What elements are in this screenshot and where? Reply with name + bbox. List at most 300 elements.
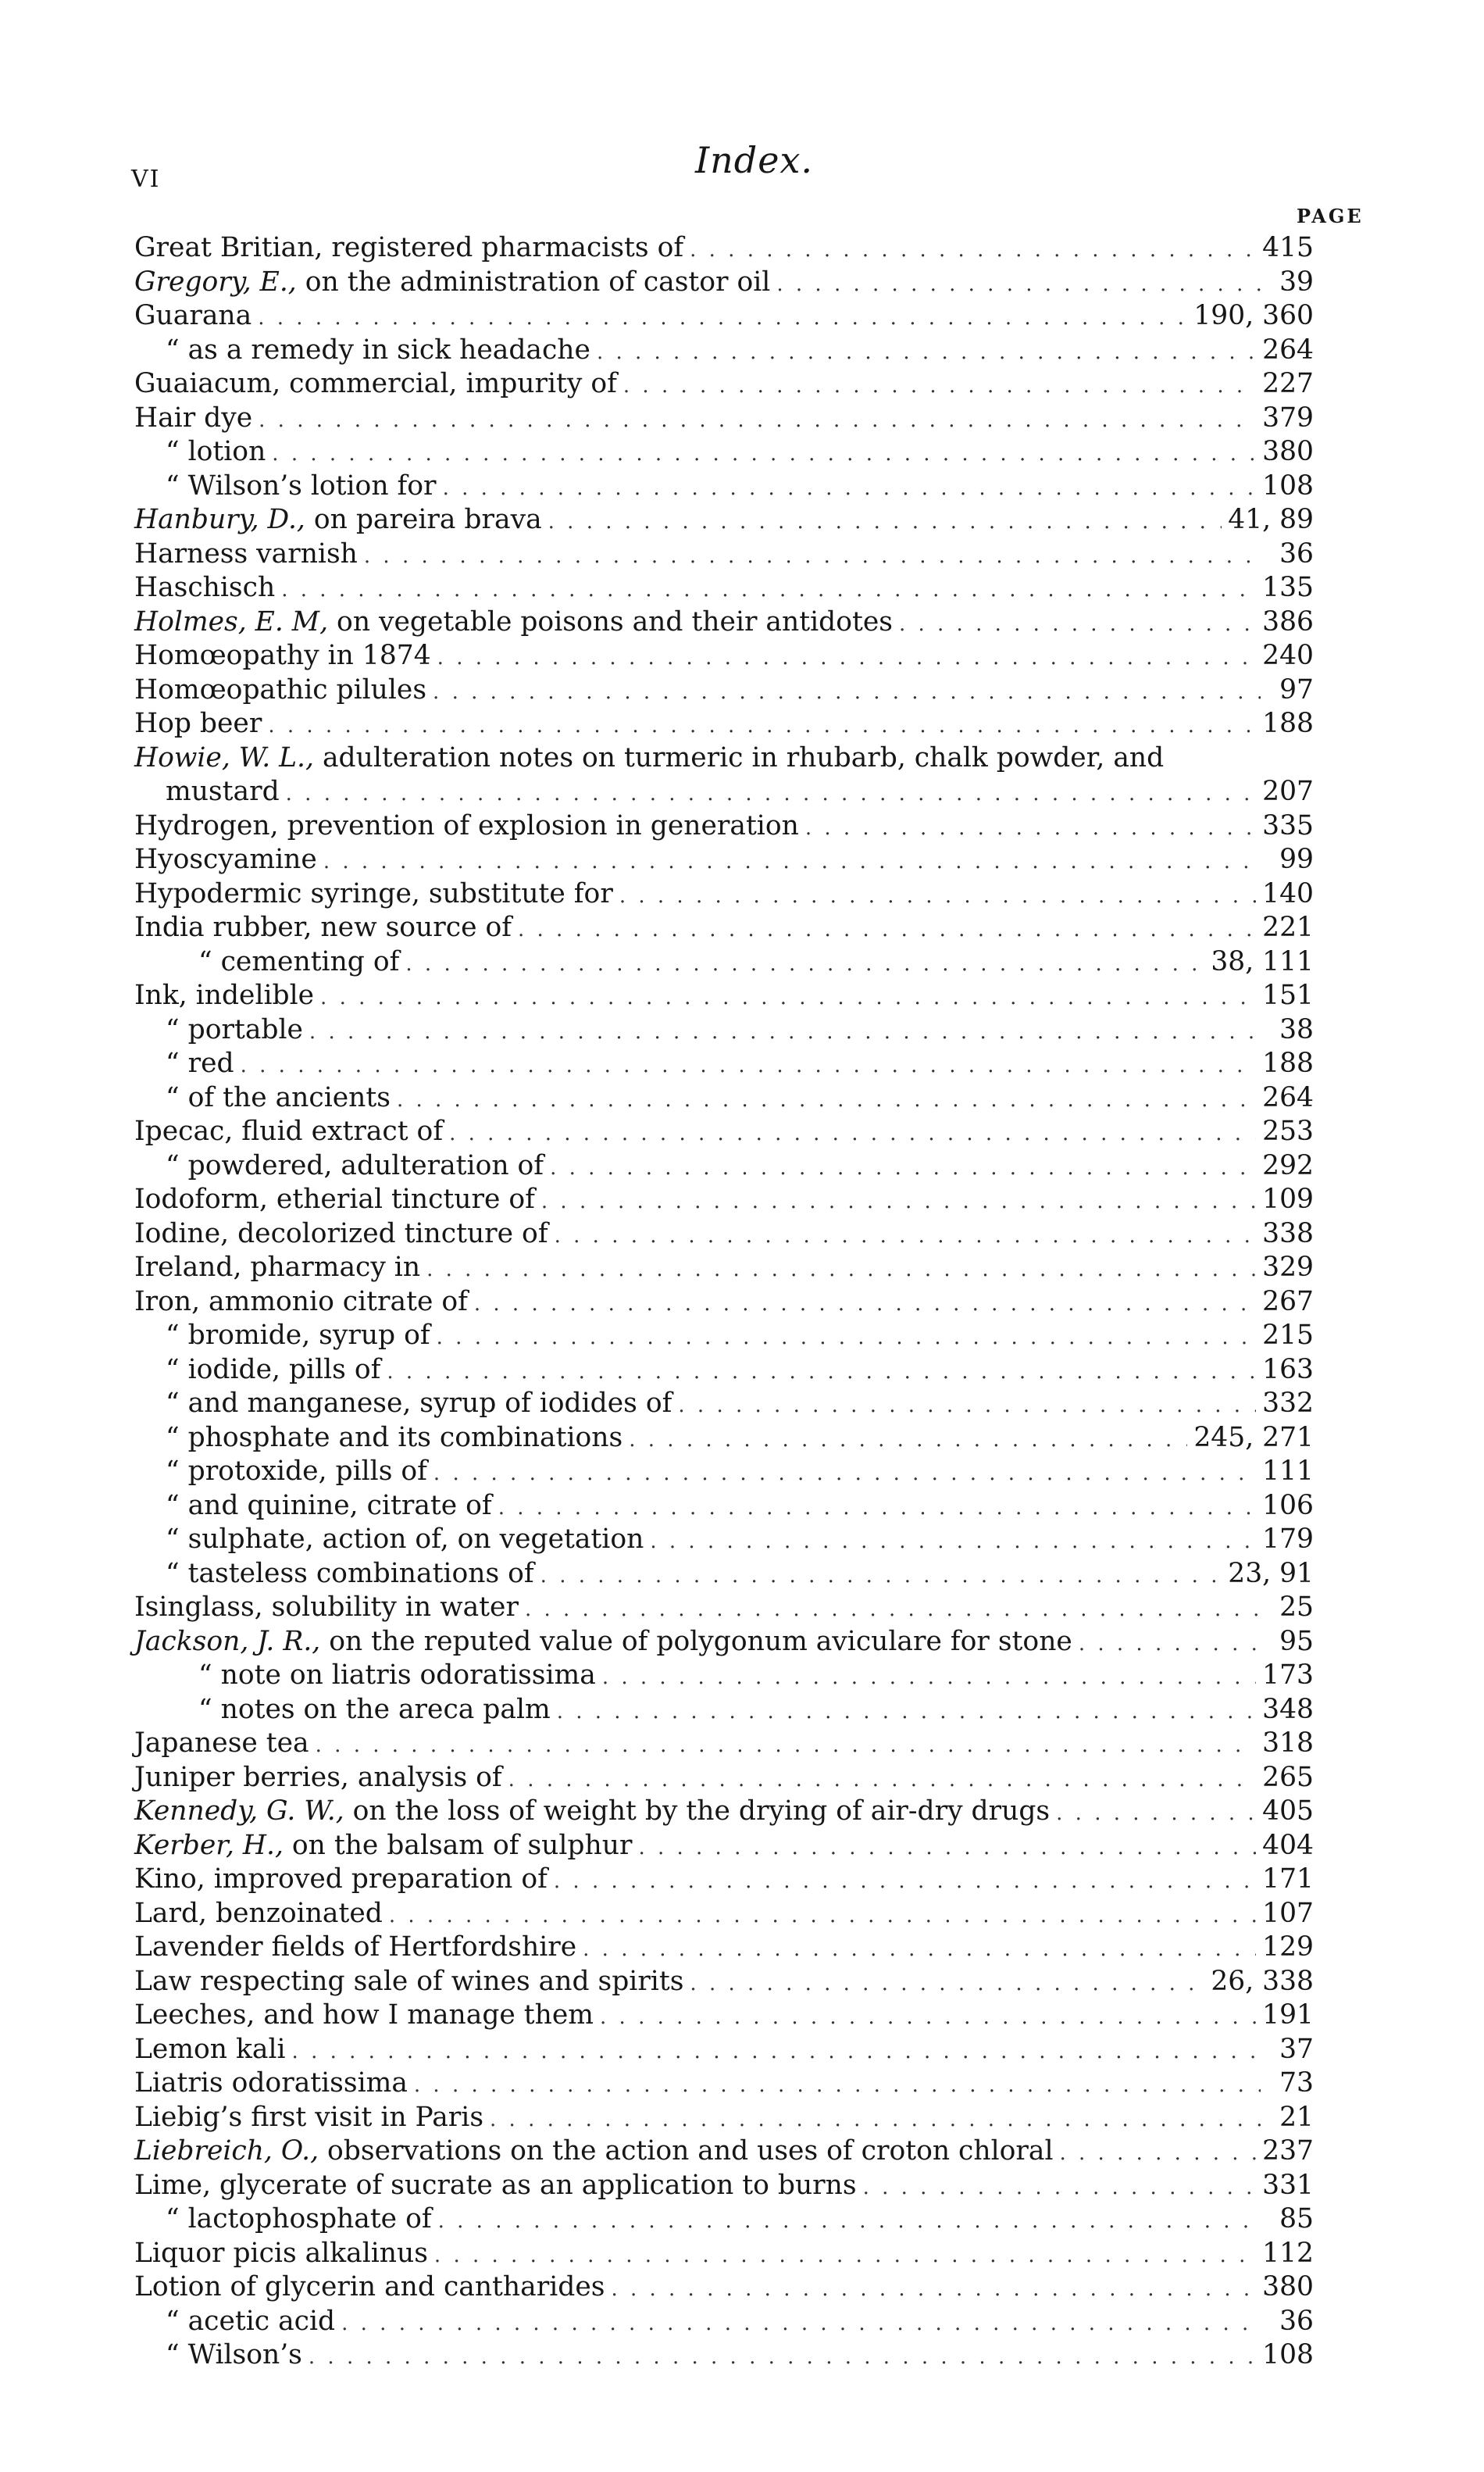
- dot-leader: [316, 1729, 1257, 1763]
- index-entry: [134, 2237, 1314, 2271]
- entry-label: [134, 1251, 420, 1285]
- entry-text: “ Wilson’s: [166, 2339, 302, 2370]
- entry-text: Liquor picis alkalinus: [134, 2237, 428, 2269]
- entry-label: [134, 571, 275, 605]
- index-entry: [134, 1557, 1314, 1591]
- entry-label: [134, 809, 799, 844]
- entry-pages: 227: [1262, 368, 1314, 399]
- entry-pages: 207: [1262, 776, 1314, 807]
- entry-pages: 179: [1262, 1524, 1314, 1555]
- entry-text: Guarana: [134, 300, 252, 331]
- entry-text: Leeches, and how I manage them: [134, 1999, 594, 2031]
- index-entry: [134, 1081, 1314, 1116]
- entry-text: observations on the action and uses of croton chloral: [319, 2135, 1054, 2167]
- entry-label: [134, 2101, 483, 2135]
- entry-pages: 331: [1262, 2169, 1314, 2201]
- entry-text: Great Britian, registered pharmacists of: [134, 232, 684, 263]
- dot-leader: [525, 1593, 1261, 1627]
- entry-label: [134, 605, 893, 640]
- entry-pages: 108: [1262, 2339, 1314, 2370]
- entry-author: Holmes, E. M,: [134, 605, 329, 638]
- entry-text: mustard: [166, 776, 280, 807]
- index-entry: [134, 435, 1314, 470]
- index-entry: [134, 1455, 1314, 1489]
- entry-label: [166, 1081, 391, 1116]
- index-entry: [134, 2067, 1314, 2101]
- dot-leader: [600, 2001, 1256, 2035]
- entry-label: [134, 1999, 594, 2033]
- entry-pages: 415: [1262, 232, 1314, 263]
- entry-label: [134, 741, 1164, 776]
- index-entry: [134, 1999, 1314, 2033]
- index-entry: [134, 2033, 1314, 2067]
- entry-pages: 36: [1279, 2305, 1314, 2337]
- index-entry: [134, 707, 1314, 741]
- dot-leader: [776, 268, 1261, 302]
- entry-pages: 151: [1262, 980, 1314, 1011]
- dot-leader: [550, 1152, 1256, 1186]
- index-entry: [134, 1183, 1314, 1217]
- entry-label: [134, 775, 280, 809]
- entry-label: [166, 1047, 234, 1081]
- index-entry: [134, 1013, 1314, 1048]
- dot-leader: [341, 2307, 1261, 2342]
- entry-text: “ lactophosphate of: [166, 2203, 432, 2234]
- dot-leader: [438, 2205, 1261, 2239]
- index-entry: [134, 1897, 1314, 1931]
- entry-pages: 73: [1279, 2067, 1314, 2099]
- entry-text: Iodine, decolorized tincture of: [134, 1217, 548, 1249]
- entry-pages: 379: [1262, 402, 1314, 434]
- dot-leader: [602, 1661, 1256, 1695]
- index-entry: [134, 1115, 1314, 1149]
- dot-leader: [426, 1253, 1256, 1288]
- index-entry: [134, 1795, 1314, 1829]
- dot-leader: [690, 234, 1256, 268]
- index-entry: [134, 1523, 1314, 1557]
- index-entry: [134, 2305, 1314, 2339]
- dot-leader: [555, 1220, 1257, 1254]
- dot-leader: [597, 336, 1256, 370]
- entry-label: [134, 266, 770, 300]
- entry-text: Lavender fields of Hertfordshire: [134, 1931, 577, 1963]
- dot-leader: [309, 1016, 1261, 1050]
- entry-label: [166, 1523, 644, 1557]
- entry-pages: 253: [1262, 1116, 1314, 1147]
- entry-text: “ note on liatris odoratissima: [198, 1659, 596, 1691]
- entry-pages: 26, 338: [1211, 1965, 1314, 1997]
- entry-pages: 36: [1279, 538, 1314, 570]
- entry-label: [134, 1965, 683, 1999]
- index-entry: [134, 1693, 1314, 1727]
- index-entry: [134, 2202, 1314, 2237]
- entry-pages: 140: [1262, 877, 1314, 909]
- entry-text: on the administration of castor oil: [296, 266, 771, 298]
- entry-text: “ as a remedy in sick headache: [166, 334, 590, 366]
- dot-leader: [433, 676, 1261, 710]
- entry-pages: 237: [1262, 2135, 1314, 2167]
- dot-leader: [286, 777, 1256, 812]
- entry-pages: 188: [1262, 1048, 1314, 1079]
- entry-label: [134, 1761, 502, 1795]
- entry-author: Jackson, J. R.,: [134, 1625, 321, 1657]
- index-entry: [134, 1489, 1314, 1524]
- entry-pages: 318: [1262, 1727, 1314, 1759]
- index-entry: [134, 1353, 1314, 1388]
- index-entry: [134, 775, 1314, 809]
- entry-text: “ iodide, pills of: [166, 1353, 381, 1385]
- entry-text: “ tasteless combinations of: [166, 1557, 534, 1589]
- entry-pages: 38, 111: [1211, 945, 1314, 977]
- entry-text: “ phosphate and its combinations: [166, 1421, 623, 1453]
- index-entry: [134, 231, 1314, 266]
- dot-leader: [364, 540, 1261, 574]
- entry-label: [134, 299, 251, 334]
- entry-label: [198, 945, 399, 980]
- entry-text: “ red: [166, 1048, 234, 1079]
- index-entry: [134, 1421, 1314, 1456]
- dot-leader: [540, 1559, 1222, 1594]
- entry-text: Kino, improved preparation of: [134, 1863, 548, 1895]
- index-entry: [134, 1659, 1314, 1693]
- dot-leader: [508, 1763, 1256, 1798]
- entry-text: Law respecting sale of wines and spirits: [134, 1965, 684, 1997]
- index-entry: [134, 2169, 1314, 2203]
- entry-pages: 21: [1279, 2101, 1314, 2133]
- entry-text: Harness varnish: [134, 538, 358, 570]
- entry-text: Homœopathic pilules: [134, 673, 427, 706]
- entry-label: [134, 2134, 1054, 2169]
- entry-pages: 173: [1262, 1659, 1314, 1691]
- entry-pages: 188: [1262, 708, 1314, 739]
- entry-label: [198, 1659, 596, 1693]
- index-entry: [134, 809, 1314, 844]
- dot-leader: [611, 2273, 1256, 2307]
- entry-text: “ and manganese, syrup of iodides of: [166, 1388, 672, 1419]
- entry-label: [166, 1489, 492, 1524]
- index-entry: [134, 2270, 1314, 2305]
- entry-text: “ acetic acid: [166, 2305, 336, 2337]
- dot-leader: [690, 1967, 1204, 2002]
- entry-text: on vegetable poisons and their antidotes: [328, 605, 893, 638]
- dot-leader: [320, 981, 1256, 1016]
- index-entries: [134, 231, 1314, 2373]
- index-entry: [134, 979, 1314, 1013]
- entry-pages: 267: [1262, 1285, 1314, 1317]
- entry-pages: 264: [1262, 1081, 1314, 1113]
- entry-label: [134, 1217, 548, 1252]
- entry-text: Ireland, pharmacy in: [134, 1252, 421, 1283]
- dot-leader: [434, 2239, 1256, 2274]
- entry-label: [134, 639, 431, 673]
- entry-text: Iodoform, etherial tincture of: [134, 1184, 535, 1215]
- index-entry: [134, 1149, 1314, 1184]
- dot-leader: [899, 608, 1256, 642]
- entry-pages: 240: [1262, 640, 1314, 671]
- index-entry: [134, 605, 1314, 640]
- entry-text: Liebig’s first visit in Paris: [134, 2101, 484, 2133]
- dot-leader: [623, 370, 1256, 404]
- dot-leader: [281, 573, 1256, 608]
- entry-author: Hanbury, D.,: [134, 504, 305, 535]
- dot-leader: [650, 1525, 1256, 1559]
- entry-pages: 163: [1262, 1353, 1314, 1385]
- dot-leader: [241, 1049, 1257, 1084]
- entry-label: [166, 2338, 302, 2373]
- entry-label: [166, 1387, 672, 1421]
- dot-leader: [490, 2103, 1261, 2138]
- entry-label: [134, 979, 314, 1013]
- entry-label: [134, 503, 542, 538]
- entry-author: Kerber, H.,: [134, 1829, 284, 1861]
- entry-pages: 39: [1279, 266, 1314, 298]
- dot-leader: [387, 1356, 1256, 1390]
- entry-author: Kennedy, G. W.,: [134, 1795, 344, 1827]
- entry-label: [166, 1149, 544, 1184]
- index-entry: [134, 299, 1314, 334]
- entry-pages: 329: [1262, 1252, 1314, 1283]
- dot-leader: [541, 1185, 1256, 1220]
- entry-label: [166, 1455, 427, 1489]
- index-entry: [134, 571, 1314, 605]
- entry-pages: 215: [1262, 1320, 1314, 1351]
- entry-label: [134, 1931, 576, 1965]
- entry-label: [166, 1353, 380, 1388]
- index-entry: [134, 367, 1314, 402]
- index-entry: [134, 843, 1314, 877]
- entry-pages: 386: [1262, 605, 1314, 638]
- dot-leader: [638, 1831, 1256, 1866]
- index-entry: [134, 877, 1314, 912]
- index-entry: [134, 1761, 1314, 1795]
- entry-label: [166, 470, 437, 504]
- dot-leader: [309, 2341, 1256, 2375]
- index-entry: [134, 673, 1314, 708]
- entry-pages: 107: [1262, 1897, 1314, 1929]
- dot-leader: [557, 1695, 1256, 1730]
- entry-label: [166, 435, 266, 470]
- dot-leader: [389, 1899, 1256, 1934]
- dot-leader: [397, 1084, 1256, 1118]
- dot-leader: [272, 438, 1256, 472]
- index-entry: [134, 1965, 1314, 1999]
- dot-leader: [629, 1424, 1187, 1458]
- entry-text: “ lotion: [166, 436, 266, 467]
- entry-pages: 264: [1262, 334, 1314, 366]
- dot-leader: [1060, 2137, 1257, 2171]
- entry-text: “ sulphate, action of, on vegetation: [166, 1524, 644, 1555]
- index-entry: [134, 2338, 1314, 2373]
- entry-text: adulteration notes on turmeric in rhubarb, chalk powder, and: [313, 741, 1165, 773]
- entry-pages: 85: [1279, 2203, 1314, 2234]
- index-entry: [134, 334, 1314, 368]
- entry-label: [166, 2305, 335, 2339]
- entry-label: [134, 1115, 443, 1149]
- page-column-label: PAGE: [1297, 205, 1364, 227]
- entry-label: [134, 1863, 548, 1897]
- entry-label: [134, 911, 512, 945]
- entry-label: [134, 877, 613, 912]
- entry-label: [134, 1591, 519, 1625]
- entry-pages: 41, 89: [1228, 504, 1314, 535]
- index-entry: [134, 1863, 1314, 1897]
- dot-leader: [443, 472, 1257, 506]
- entry-text: Haschisch: [134, 572, 276, 603]
- entry-pages: 380: [1262, 2271, 1314, 2302]
- entry-author: Gregory, E.,: [134, 266, 297, 298]
- entry-pages: 25: [1279, 1591, 1314, 1623]
- dot-leader: [259, 404, 1256, 438]
- entry-pages: 135: [1262, 572, 1314, 603]
- entry-text: “ bromide, syrup of: [166, 1320, 430, 1351]
- entry-pages: 221: [1262, 912, 1314, 943]
- entry-text: Hop beer: [134, 708, 262, 739]
- entry-text: on the balsam of sulphur: [283, 1829, 633, 1861]
- dot-leader: [619, 880, 1256, 914]
- entry-label: [134, 707, 262, 741]
- entry-pages: 97: [1279, 673, 1314, 706]
- entry-label: [134, 402, 252, 436]
- dot-leader: [405, 948, 1204, 982]
- dot-leader: [449, 1117, 1256, 1152]
- index-entry: [134, 402, 1314, 436]
- dot-leader: [548, 505, 1222, 540]
- entry-text: Lemon kali: [134, 2033, 286, 2065]
- dot-leader: [258, 302, 1187, 336]
- entry-pages: 245, 271: [1193, 1421, 1314, 1453]
- entry-label: [166, 1557, 534, 1591]
- entry-text: “ Wilson’s lotion for: [166, 470, 437, 502]
- dot-leader: [323, 845, 1261, 880]
- dot-leader: [863, 2171, 1257, 2206]
- entry-text: Hair dye: [134, 402, 253, 434]
- entry-pages: 332: [1262, 1388, 1314, 1419]
- entry-text: Hydrogen, prevention of explosion in generation: [134, 809, 799, 841]
- entry-label: [134, 538, 358, 572]
- dot-leader: [1056, 1797, 1256, 1831]
- entry-text: on the loss of weight by the drying of air-dry drugs: [344, 1795, 1051, 1827]
- dot-leader: [433, 1457, 1256, 1491]
- entry-label: [134, 1727, 309, 1761]
- entry-text: “ of the ancients: [166, 1081, 391, 1113]
- entry-pages: 404: [1262, 1829, 1314, 1861]
- index-entry: [134, 1829, 1314, 1863]
- entry-pages: 191: [1262, 1999, 1314, 2031]
- index-entry: [134, 1285, 1314, 1320]
- index-entry: [134, 1319, 1314, 1353]
- entry-text: Japanese tea: [134, 1727, 309, 1759]
- index-entry: [134, 1591, 1314, 1625]
- entry-label: [134, 1897, 383, 1931]
- index-entry: [134, 266, 1314, 300]
- entry-pages: 292: [1262, 1149, 1314, 1181]
- entry-label: [134, 1625, 1072, 1659]
- entry-pages: 190, 360: [1193, 300, 1314, 331]
- entry-text: Homœopathy in 1874: [134, 640, 431, 671]
- entry-text: Hyoscyamine: [134, 844, 317, 875]
- entry-pages: 37: [1279, 2033, 1314, 2065]
- entry-label: [134, 231, 683, 266]
- entry-text: India rubber, new source of: [134, 912, 512, 943]
- entry-text: “ portable: [166, 1013, 303, 1045]
- entry-text: on the reputed value of polygonum aviculare for stone: [320, 1625, 1072, 1657]
- entry-pages: 109: [1262, 1184, 1314, 1215]
- index-entry: [134, 639, 1314, 673]
- entry-pages: 405: [1262, 1795, 1314, 1827]
- entry-text: “ and quinine, citrate of: [166, 1489, 492, 1521]
- page-title: Index.: [695, 139, 814, 181]
- entry-label: [134, 2169, 857, 2203]
- entry-label: [198, 1693, 551, 1727]
- entry-label: [134, 1795, 1050, 1829]
- entry-label: [134, 843, 317, 877]
- entry-label: [134, 367, 617, 402]
- dot-leader: [1079, 1627, 1261, 1662]
- entry-text: Isinglass, solubility in water: [134, 1591, 519, 1623]
- entry-label: [166, 334, 590, 368]
- dot-leader: [554, 1865, 1256, 1899]
- dot-leader: [518, 913, 1256, 948]
- entry-label: [134, 2270, 605, 2305]
- index-entry: [134, 1251, 1314, 1285]
- entry-pages: 171: [1262, 1863, 1314, 1895]
- entry-label: [134, 2237, 428, 2271]
- entry-text: Liatris odoratissima: [134, 2067, 408, 2099]
- index-entry: [134, 1727, 1314, 1761]
- dot-leader: [805, 812, 1256, 846]
- entry-label: [166, 1013, 303, 1048]
- dot-leader: [474, 1288, 1256, 1322]
- dot-leader: [678, 1389, 1256, 1424]
- entry-text: “ protoxide, pills of: [166, 1456, 427, 1487]
- dot-leader: [414, 2069, 1261, 2103]
- entry-pages: 111: [1262, 1456, 1314, 1487]
- entry-text: on pareira brava: [305, 504, 542, 535]
- index-entry: [134, 538, 1314, 572]
- entry-pages: 112: [1262, 2237, 1314, 2269]
- entry-label: [134, 673, 426, 708]
- dot-leader: [583, 1933, 1256, 1967]
- entry-text: Lard, benzoinated: [134, 1897, 383, 1929]
- index-entry: [134, 911, 1314, 945]
- entry-text: Ipecac, fluid extract of: [134, 1116, 444, 1147]
- dot-leader: [268, 709, 1256, 744]
- index-entry: [134, 1931, 1314, 1965]
- entry-label: [166, 2202, 432, 2237]
- entry-pages: 108: [1262, 470, 1314, 502]
- entry-pages: 335: [1262, 809, 1314, 841]
- index-entry: [134, 470, 1314, 504]
- entry-pages: 338: [1262, 1217, 1314, 1249]
- entry-author: Liebreich, O.,: [134, 2135, 319, 2167]
- entry-pages: 99: [1279, 844, 1314, 875]
- entry-pages: 23, 91: [1228, 1557, 1314, 1589]
- index-entry: [134, 1047, 1314, 1081]
- entry-label: [134, 1183, 535, 1217]
- entry-text: “ notes on the areca palm: [198, 1693, 551, 1725]
- entry-label: [134, 2067, 408, 2101]
- entry-pages: 38: [1279, 1013, 1314, 1045]
- entry-text: Hypodermic syringe, substitute for: [134, 877, 613, 909]
- entry-author: Howie, W. L.,: [134, 741, 314, 773]
- index-entry: [134, 1217, 1314, 1252]
- index-entry: [134, 503, 1314, 538]
- entry-label: [134, 2033, 286, 2067]
- index-entry: [134, 1387, 1314, 1421]
- entry-pages: 106: [1262, 1489, 1314, 1521]
- entry-label: [134, 1285, 468, 1320]
- entry-label: [134, 1829, 632, 1863]
